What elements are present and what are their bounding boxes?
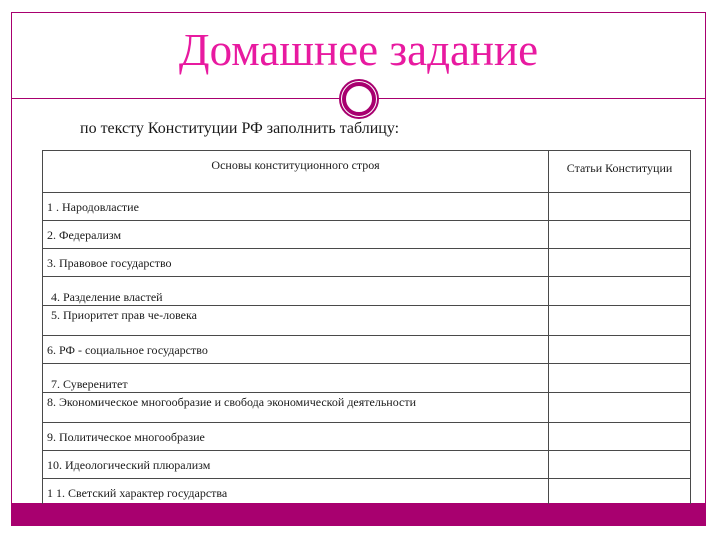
principle-cell: 1 1. Светский характер государства <box>43 479 549 507</box>
table-row <box>43 336 691 364</box>
table-row <box>43 479 691 507</box>
principle-cell: 10. Идеологический плюрализм <box>43 451 549 479</box>
principle-cell: 7. Суверенитет <box>43 364 549 393</box>
table-row <box>43 193 691 221</box>
articles-cell[interactable] <box>549 277 691 306</box>
articles-cell[interactable] <box>549 393 691 423</box>
table-row <box>43 306 691 336</box>
footer-bar <box>11 504 706 526</box>
table-header-row <box>43 151 691 193</box>
articles-cell[interactable] <box>549 336 691 364</box>
articles-cell[interactable] <box>549 221 691 249</box>
table-row <box>43 451 691 479</box>
column-header-principles: Основы конституционного строя <box>43 151 549 193</box>
principle-cell: 6. РФ - социальное государство <box>43 336 549 364</box>
principle-cell: 3. Правовое государство <box>43 249 549 277</box>
table-row <box>43 277 691 306</box>
articles-cell[interactable] <box>549 249 691 277</box>
articles-cell[interactable] <box>549 479 691 507</box>
assignment-instructions: по тексту Конституции РФ заполнить таблицу: <box>80 120 400 137</box>
principle-cell: 9. Политическое многообразие <box>43 423 549 451</box>
principle-cell: 8. Экономическое многообразие и свобода экономической деятельности <box>43 393 549 423</box>
table-row <box>43 221 691 249</box>
articles-cell[interactable] <box>549 451 691 479</box>
principle-cell: 2. Федерализм <box>43 221 549 249</box>
articles-cell[interactable] <box>549 364 691 393</box>
slide-title: Домашнее задание <box>178 25 539 75</box>
articles-cell[interactable] <box>549 423 691 451</box>
principle-cell: 4. Разделение властей <box>43 277 549 306</box>
column-header-articles: Статьи Конституции <box>549 151 691 193</box>
principle-cell: 5. Приоритет прав че-ловека <box>43 306 549 336</box>
articles-cell[interactable] <box>549 306 691 336</box>
table-row <box>43 393 691 423</box>
table-row <box>43 249 691 277</box>
table-row <box>43 423 691 451</box>
table-row <box>43 364 691 393</box>
articles-cell[interactable] <box>549 193 691 221</box>
principle-cell: 1 . Народовластие <box>43 193 549 221</box>
circle-ornament-icon <box>338 78 380 120</box>
constitution-table <box>42 150 691 507</box>
